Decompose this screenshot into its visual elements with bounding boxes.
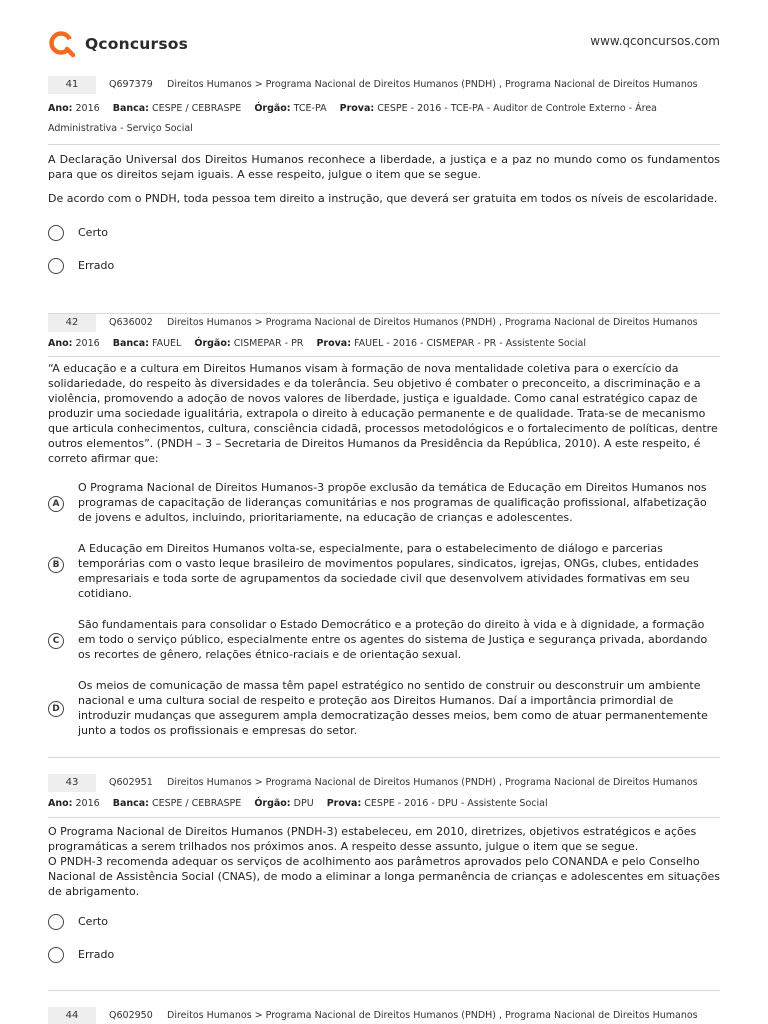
option-label: Certo [78, 915, 109, 928]
option-certo[interactable] [48, 224, 720, 257]
logo-text[interactable]: Qconcursos [85, 35, 189, 53]
question-code[interactable]: Q602951 [109, 777, 153, 788]
orgao-label: Órgão: [254, 798, 291, 809]
divider [48, 144, 720, 145]
question-block [48, 757, 720, 979]
option-label: Errado [78, 948, 115, 961]
option-text: A Educação em Direitos Humanos volta-se, especialmente, para o estabelecimento de diálogo e parcerias temporárias com o vasto leque brasileiro de movimentos populares, sindicatos, igrejas, ONGs, clubes, entidades empresariais e toda sorte de agrupamentos da sociedade civil que desenvolvem atividades formativas em seu cotidiano. [78, 542, 699, 600]
radio-button[interactable] [48, 914, 64, 930]
question-statement: A Declaração Universal dos Direitos Humanos reconhece a liberdade, a justiça e a paz no mundo como os fundamentos para que os direitos sejam iguais. A esse respeito, julgue o item que se segue. [48, 153, 720, 181]
divider [48, 817, 720, 818]
ano-value: 2016 [75, 798, 100, 809]
option-text: São fundamentais para consolidar o Estado Democrático e a proteção do direito à vida e à dignidade, a formação em todo o serviço público, especialmente entre os agentes do sistema de Justiça e segurança privada, abordando os recortes de gênero, relações étnico-raciais e de orientação sexual. [78, 618, 708, 661]
orgao-label: Órgão: [254, 103, 291, 114]
ano-label: Ano: [48, 338, 73, 349]
ano-label: Ano: [48, 798, 73, 809]
site-url[interactable]: www.qconcursos.com [590, 34, 720, 48]
option-letter[interactable]: C [48, 633, 64, 649]
option-a[interactable] [48, 480, 720, 525]
question-code[interactable]: Q602950 [109, 1010, 153, 1021]
option-d[interactable] [48, 678, 720, 738]
radio-button[interactable] [48, 258, 64, 274]
orgao-value: CISMEPAR - PR [233, 338, 304, 349]
prova-value: CESPE - 2016 - TCE-PA - Auditor de Controle Externo - Área Administrativa - Serviço Social [48, 103, 657, 134]
banca-value: CESPE / CEBRASPE [152, 103, 242, 114]
orgao-value: DPU [293, 798, 314, 809]
option-letter[interactable]: D [48, 701, 64, 717]
option-errado[interactable] [48, 257, 720, 290]
answer-options [48, 224, 720, 290]
question-subject: Direitos Humanos > Programa Nacional de Direitos Humanos (PNDH) , Programa Nacional de Direitos Humanos [167, 1010, 698, 1021]
question-header [48, 774, 720, 794]
question-item: O PNDH-3 recomenda adequar os serviços de acolhimento aos parâmetros aprovados pelo CONANDA e pelo Conselho Nacional de Assistência Social (CNAS), de modo a eliminar a longa permanência de crianças e adolescentes em situações de abrigamento. [48, 855, 720, 898]
question-header [48, 1007, 720, 1024]
question-block [48, 313, 720, 738]
option-letter[interactable]: A [48, 496, 64, 512]
option-label: Errado [78, 259, 115, 272]
question-header [48, 314, 720, 334]
page-header [0, 0, 768, 70]
question-block [48, 76, 720, 290]
prova-label: Prova: [316, 338, 352, 349]
radio-button[interactable] [48, 225, 64, 241]
option-label: Certo [78, 226, 109, 239]
question-subject: Direitos Humanos > Programa Nacional de Direitos Humanos (PNDH) , Programa Nacional de Direitos Humanos [167, 777, 698, 788]
prova-value: CESPE - 2016 - DPU - Assistente Social [364, 798, 548, 809]
ano-value: 2016 [75, 338, 100, 349]
question-subject: Direitos Humanos > Programa Nacional de Direitos Humanos (PNDH) , Programa Nacional de Direitos Humanos [167, 317, 698, 328]
question-block [48, 990, 720, 1024]
option-errado[interactable] [48, 946, 720, 979]
ano-value: 2016 [75, 103, 100, 114]
ano-label: Ano: [48, 103, 73, 114]
option-c[interactable] [48, 617, 720, 662]
radio-button[interactable] [48, 947, 64, 963]
question-number: 42 [48, 314, 96, 332]
prova-value: FAUEL - 2016 - CISMEPAR - PR - Assistente Social [354, 338, 586, 349]
question-meta [48, 334, 720, 354]
option-b[interactable] [48, 541, 720, 601]
prova-label: Prova: [339, 103, 375, 114]
orgao-value: TCE-PA [293, 103, 327, 114]
question-number: 41 [48, 76, 96, 94]
question-item: De acordo com o PNDH, toda pessoa tem direito a instrução, que deverá ser gratuita em todos os níveis de escolaridade. [48, 192, 718, 205]
question-meta [48, 99, 720, 139]
question-code[interactable]: Q697379 [109, 79, 153, 90]
qconcursos-logo-icon [48, 30, 76, 58]
banca-value: FAUEL [152, 338, 182, 349]
question-code[interactable]: Q636002 [109, 317, 153, 328]
divider [48, 356, 720, 357]
answer-options [48, 913, 720, 979]
question-number: 43 [48, 774, 96, 792]
prova-label: Prova: [326, 798, 362, 809]
orgao-label: Órgão: [194, 338, 231, 349]
question-statement: “A educação e a cultura em Direitos Humanos visam à formação de nova mentalidade coletiva para o exercício da solidariedade, do respeito às diversidades e da tolerância. Seu objetivo é combater o preconceito, a discriminação e a violência, promovendo a adoção de novos valores de liberdade, justiça e igualdade. Como canal estratégico capaz de produzir uma sociedade igualitária, extrapola o direito à educação permanente e de qualidade. Trata-se de mecanismo que articula conhecimentos, cultura, consciência cidadã, processos metodológicos e o fortalecimento de políticas, dentre outros elementos”. (PNDH – 3 – Secretaria de Direitos Humanos da Presidência da República, 2010). A este respeito, é correto afirmar que: [48, 362, 718, 465]
banca-label: Banca: [112, 798, 149, 809]
option-certo[interactable] [48, 913, 720, 946]
banca-label: Banca: [112, 103, 149, 114]
question-subject: Direitos Humanos > Programa Nacional de Direitos Humanos (PNDH) , Programa Nacional de Direitos Humanos [167, 79, 698, 90]
divider [48, 990, 720, 991]
option-letter[interactable]: B [48, 557, 64, 573]
option-text: O Programa Nacional de Direitos Humanos-3 propõe exclusão da temática de Educação em Direitos Humanos nos programas de capacitação de lideranças comunitárias e nos programas de qualificação profissional, alfabetização de jovens e adultos, incluindo, prioritariamente, na educação de crianças e adolescentes. [78, 481, 707, 524]
divider [48, 757, 720, 758]
banca-label: Banca: [112, 338, 149, 349]
question-statement: O Programa Nacional de Direitos Humanos (PNDH-3) estabeleceu, em 2010, diretrizes, objetivos estratégicos e ações programáticas a serem trilhados nos próximos anos. A respeito desse assunto, julgue o item que se segue. [48, 825, 697, 853]
question-meta [48, 794, 720, 814]
banca-value: CESPE / CEBRASPE [152, 798, 242, 809]
question-number: 44 [48, 1007, 96, 1024]
question-header [48, 76, 720, 96]
option-text: Os meios de comunicação de massa têm papel estratégico no sentido de construir ou desconstruir um ambiente nacional e uma cultura social de respeito e proteção aos Direitos Humanos. Daí a importância primordial de introduzir mudanças que assegurem ampla democratização desses meios, bem como de atuar permanentemente junto a todos os profissionais e empresas do setor. [78, 679, 708, 737]
